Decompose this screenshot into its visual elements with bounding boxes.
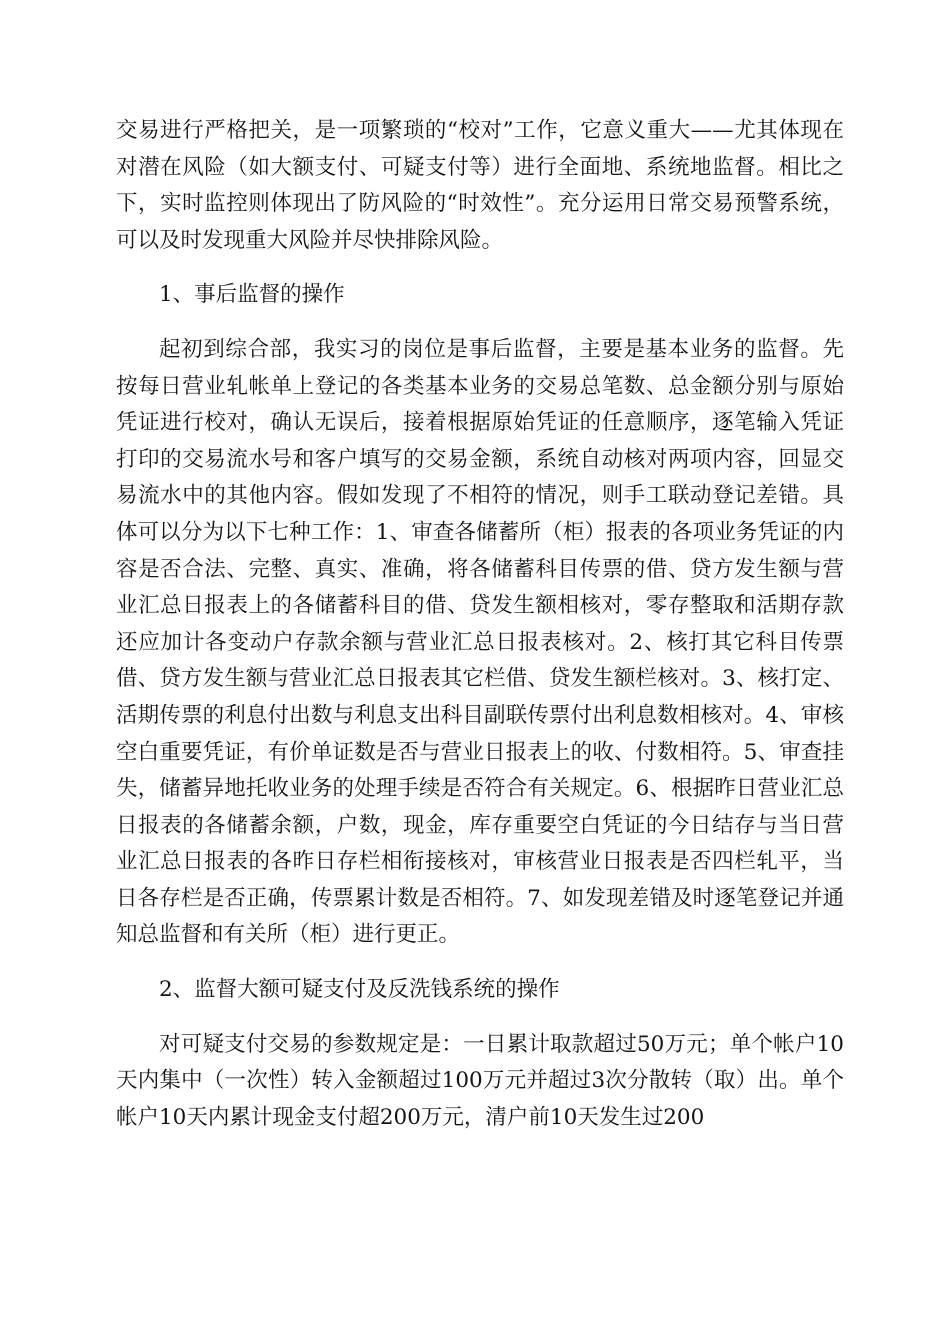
- section-1-heading: 1、事后监督的操作: [159, 282, 345, 308]
- section-1-body: 起初到综合部，我实习的岗位是事后监督，主要是基本业务的监督。先按每日营业轧帐单上登记的各类基本业务的交易总笔数、总金额分别与原始凭证进行校对，确认无误后，接着根据原始凭证的任意顺序，逐笔输入凭证打印的交易流水号和客户填写的交易金额，系统自动核对两项内容，回显交易流水中的其他内容。假如发现了不相符的情况，则手工联动登记差错。具体可以分为以下七种工作：1、审查各储蓄所（柜）报表的各项业务凭证的内容是否合法、完整、真实、准确，将各储蓄科目传票的借、贷方发生额与营业汇总日报表上的各储蓄科目的借、贷发生额相核对，零存整取和活期存款还应加计各变动户存款余额与营业汇总日报表核对。2、核打其它科目传票借、贷方发生额与营业汇总日报表其它栏借、贷发生额栏核对。3、核打定、活期传票的利息付出数与利息支出科目副联传票付出利息数相核对。4、审核空白重要凭证，有价单证数是否与营业日报表上的收、付数相符。5、审查挂失，储蓄异地托收业务的处理手续是否符合有关规定。6、根据昨日营业汇总日报表的各储蓄余额，户数，现金，库存重要空白凭证的今日结存与当日营业汇总日报表的各昨日存栏相衔接核对，审核营业日报表是否四栏轧平，当日各存栏是否正确，传票累计数是否相符。7、如发现差错及时逐笔登记并通知总监督和有关所（柜）进行更正。: [116, 336, 844, 948]
- section-2-body: 对可疑支付交易的参数规定是：一日累计取款超过50万元；单个帐户10天内集中（一次性）转入金额超过100万元并超过3次分散转（取）出。单个帐户10天内累计现金支付超200万元，清户前10天发生过200: [116, 1031, 844, 1130]
- document-page: [116, 113, 844, 1154]
- intro-paragraph: 交易进行严格把关，是一项繁琐的“校对”工作，它意义重大——尤其体现在对潜在风险（如大额支付、可疑支付等）进行全面地、系统地监督。相比之下，实时监控则体现出了防风险的“时效性”。充分运用日常交易预警系统，可以及时发现重大风险并尽快排除风险。: [116, 118, 844, 253]
- section-2-heading: 2、监督大额可疑支付及反洗钱系统的操作: [159, 977, 560, 1003]
